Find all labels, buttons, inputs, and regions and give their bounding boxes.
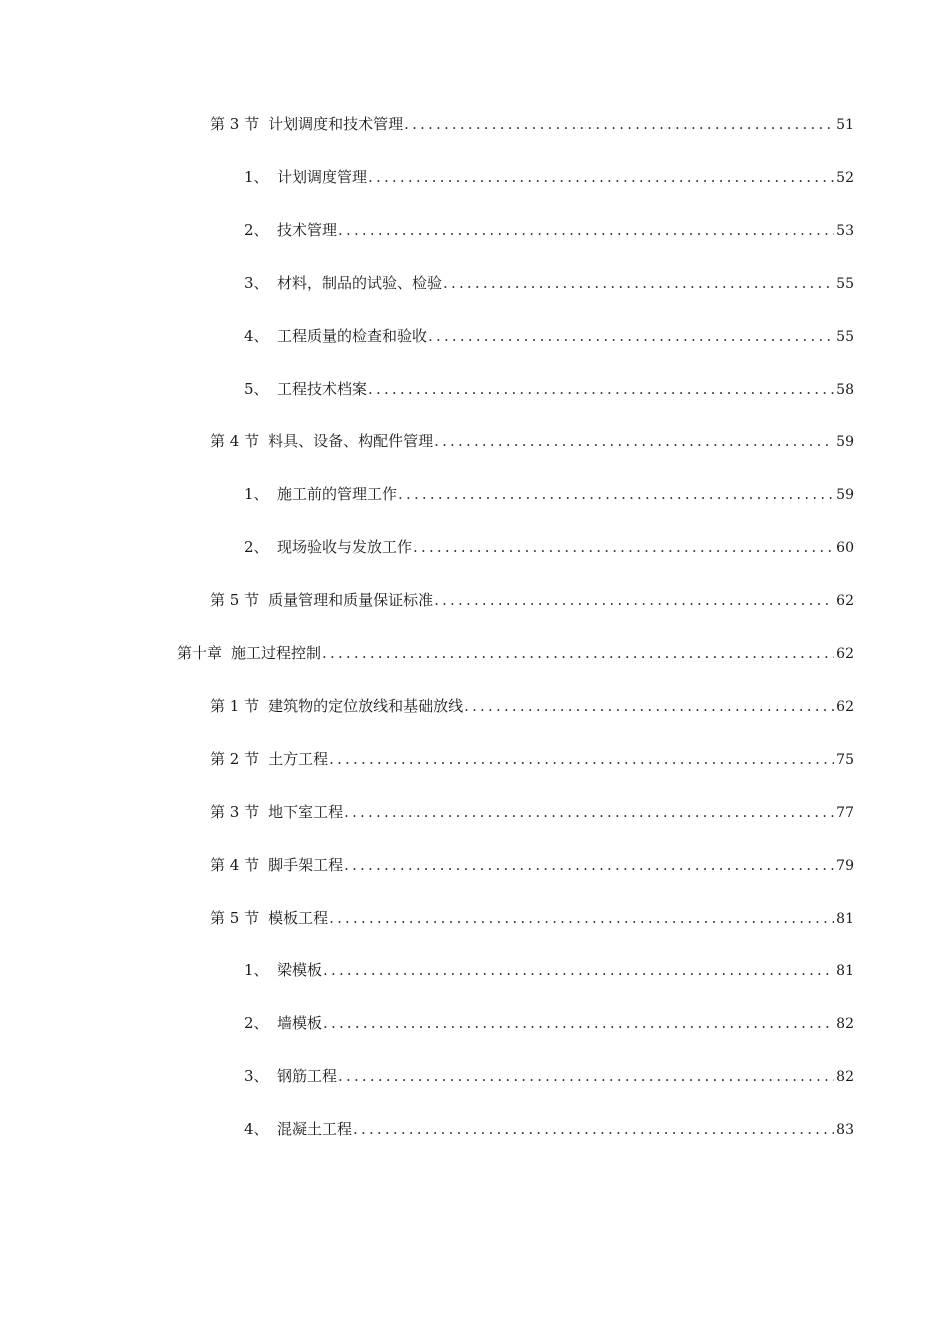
toc-entry[interactable] bbox=[244, 216, 854, 244]
toc-dot-leader bbox=[464, 692, 834, 720]
toc-entry[interactable] bbox=[244, 322, 854, 350]
toc-page-number: 81 bbox=[836, 963, 854, 980]
toc-entry-number: 第 1 节 bbox=[210, 696, 260, 715]
toc-entry-number: 第 5 节 bbox=[210, 591, 260, 610]
toc-dot-leader bbox=[353, 1115, 834, 1143]
toc-page-number: 53 bbox=[836, 222, 854, 239]
toc-entry[interactable] bbox=[244, 533, 854, 561]
toc-entry-number: 第十章 bbox=[177, 644, 223, 662]
toc-entry[interactable] bbox=[210, 110, 854, 138]
toc-entry-number: 4、 bbox=[244, 326, 269, 345]
toc-entry-number: 5、 bbox=[244, 379, 269, 398]
toc-entry-title: 材料，制品的试验、检验 bbox=[277, 273, 443, 292]
toc-page-number: 62 bbox=[836, 698, 854, 715]
toc-entry-title: 料具、设备、构配件管理 bbox=[268, 432, 434, 451]
toc-dot-leader bbox=[434, 427, 834, 455]
toc-entry-title: 技术管理 bbox=[277, 220, 338, 239]
toc-page-number: 51 bbox=[836, 117, 854, 133]
toc-entry-number: 第 4 节 bbox=[210, 855, 260, 874]
toc-entry-number: 3、 bbox=[244, 1067, 269, 1086]
toc-entry[interactable] bbox=[244, 1115, 854, 1143]
toc-entry-number: 第 2 节 bbox=[210, 749, 260, 768]
toc-page-number: 81 bbox=[836, 910, 854, 927]
toc-page-number: 82 bbox=[836, 1016, 854, 1033]
toc-dot-leader bbox=[344, 851, 834, 879]
toc-dot-leader bbox=[368, 163, 834, 191]
toc-entry[interactable] bbox=[210, 692, 854, 720]
toc-entry-title: 模板工程 bbox=[268, 908, 329, 927]
toc-page-number: 75 bbox=[836, 751, 854, 768]
toc-entry-title: 土方工程 bbox=[268, 749, 329, 768]
toc-page-number: 62 bbox=[836, 593, 854, 610]
toc-dot-leader bbox=[329, 745, 834, 773]
toc-entry-number: 2、 bbox=[244, 538, 269, 557]
toc-page-number: 62 bbox=[836, 646, 854, 662]
toc-entry[interactable] bbox=[244, 480, 854, 508]
toc-entry[interactable] bbox=[244, 375, 854, 403]
toc-dot-leader bbox=[323, 1009, 834, 1037]
toc-entry-title: 工程技术档案 bbox=[277, 379, 368, 398]
toc-entry-title: 质量管理和质量保证标准 bbox=[268, 591, 434, 610]
toc-entry-title: 地下室工程 bbox=[268, 802, 344, 821]
toc-entry[interactable] bbox=[177, 639, 854, 667]
toc-page-number: 79 bbox=[836, 857, 854, 874]
toc-page-number: 82 bbox=[836, 1069, 854, 1086]
toc-entry[interactable] bbox=[244, 1009, 854, 1037]
toc-dot-leader bbox=[338, 1062, 834, 1090]
toc-dot-leader bbox=[322, 639, 834, 667]
toc-entry[interactable] bbox=[210, 745, 854, 773]
toc-dot-leader bbox=[344, 798, 834, 826]
toc-page-number: 59 bbox=[836, 487, 854, 504]
toc-entry-number: 4、 bbox=[244, 1120, 269, 1139]
toc-entry-title: 建筑物的定位放线和基础放线 bbox=[268, 696, 464, 715]
toc-entry[interactable] bbox=[210, 798, 854, 826]
toc-dot-leader bbox=[428, 322, 834, 350]
toc-page-number: 55 bbox=[836, 275, 854, 292]
toc-page-number: 59 bbox=[836, 434, 854, 451]
toc-entry-title: 计划调度和技术管理 bbox=[268, 115, 404, 133]
toc-entry-title: 施工过程控制 bbox=[231, 644, 322, 662]
toc-page-number: 83 bbox=[836, 1122, 854, 1139]
toc-entry-title: 现场验收与发放工作 bbox=[277, 538, 413, 557]
toc-page-number: 77 bbox=[836, 804, 854, 821]
toc-dot-leader bbox=[443, 269, 834, 297]
toc-entry-number: 1、 bbox=[244, 485, 269, 504]
toc-dot-leader bbox=[323, 956, 834, 984]
toc-entry-title: 工程质量的检查和验收 bbox=[277, 326, 428, 345]
toc-entry-title: 墙模板 bbox=[277, 1014, 323, 1033]
toc-entry-number: 第 3 节 bbox=[210, 115, 260, 133]
toc-page-number: 58 bbox=[836, 381, 854, 398]
toc-page-number: 60 bbox=[836, 540, 854, 557]
toc-dot-leader bbox=[413, 533, 834, 561]
toc-entry[interactable] bbox=[210, 586, 854, 614]
toc-entry[interactable] bbox=[244, 956, 854, 984]
toc-entry[interactable] bbox=[210, 427, 854, 455]
toc-entry[interactable] bbox=[210, 904, 854, 932]
toc-entry-number: 第 5 节 bbox=[210, 908, 260, 927]
toc-entry[interactable] bbox=[244, 163, 854, 191]
toc-entry[interactable] bbox=[210, 851, 854, 879]
toc-entry-number: 1、 bbox=[244, 961, 269, 980]
toc-dot-leader bbox=[434, 586, 834, 614]
toc-entry[interactable] bbox=[244, 269, 854, 297]
toc-entry-number: 2、 bbox=[244, 220, 269, 239]
toc-entry-number: 3、 bbox=[244, 273, 269, 292]
toc-entry-title: 钢筋工程 bbox=[277, 1067, 338, 1086]
toc-dot-leader bbox=[368, 375, 834, 403]
toc-page-number: 52 bbox=[836, 169, 854, 186]
toc-entry-title: 施工前的管理工作 bbox=[277, 485, 398, 504]
toc-entry-title: 混凝土工程 bbox=[277, 1120, 353, 1139]
toc-dot-leader bbox=[338, 216, 834, 244]
toc-dot-leader bbox=[398, 480, 834, 508]
toc-entry-title: 脚手架工程 bbox=[268, 855, 344, 874]
toc-entry-title: 计划调度管理 bbox=[277, 167, 368, 186]
toc-dot-leader bbox=[329, 904, 834, 932]
toc-entry-number: 第 3 节 bbox=[210, 802, 260, 821]
toc-entry-number: 1、 bbox=[244, 167, 269, 186]
toc-entry-number: 2、 bbox=[244, 1014, 269, 1033]
toc-entry-title: 梁模板 bbox=[277, 961, 323, 980]
toc-entry[interactable] bbox=[244, 1062, 854, 1090]
toc-page-number: 55 bbox=[836, 328, 854, 345]
toc-entry-number: 第 4 节 bbox=[210, 432, 260, 451]
toc-dot-leader bbox=[404, 110, 834, 138]
